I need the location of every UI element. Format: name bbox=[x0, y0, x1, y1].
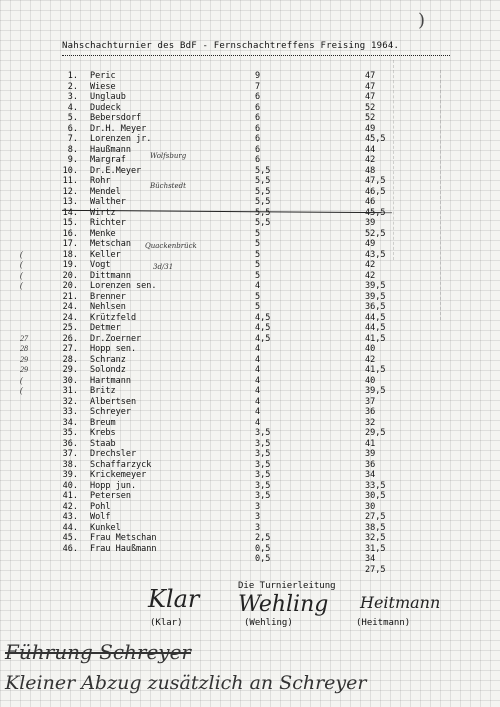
player-name: Detmer bbox=[90, 323, 121, 333]
rank-number: 20. bbox=[62, 281, 78, 291]
player-name: Breum bbox=[90, 417, 116, 428]
player-name: Richter bbox=[90, 218, 126, 228]
tiebreak-value: 39,5 bbox=[365, 281, 386, 291]
player-name: Lorenzen jr. bbox=[90, 134, 152, 144]
rank-number: 11. bbox=[62, 176, 78, 186]
points-value: 4,5 bbox=[255, 312, 271, 323]
rank-number: 41. bbox=[62, 491, 78, 501]
tiebreak-value: 30,5 bbox=[365, 491, 386, 501]
player-name: Schranz bbox=[90, 354, 126, 365]
tiebreak-value: 31,5 bbox=[365, 543, 386, 554]
points-value: 3,5 bbox=[255, 449, 271, 459]
player-name: Dudeck bbox=[90, 102, 121, 113]
player-name: Wiese bbox=[90, 81, 116, 92]
player-name: Dittmann bbox=[90, 270, 131, 281]
points-value: 5 bbox=[255, 260, 261, 270]
signature-name-wehling: (Wehling) bbox=[244, 618, 293, 628]
rank-number: 37. bbox=[62, 449, 78, 459]
tournament-board-heading: Die Turnierleitung bbox=[238, 581, 336, 591]
tiebreak-value: 47 bbox=[365, 81, 376, 92]
rank-number: 24. bbox=[62, 312, 78, 323]
rank-number: 24. bbox=[62, 302, 78, 312]
rank-number: 4. bbox=[67, 102, 78, 113]
points-value: 0,5 bbox=[255, 543, 271, 554]
player-name: Solondz bbox=[90, 365, 126, 375]
player-name: Staab bbox=[90, 438, 116, 449]
player-name: Schaffarzyck bbox=[90, 459, 152, 470]
tiebreak-value: 52 bbox=[365, 113, 376, 123]
player-name: Brenner bbox=[90, 291, 126, 302]
points-value: 5,5 bbox=[255, 218, 271, 228]
rank-number: 40. bbox=[62, 480, 78, 491]
points-value: 5,5 bbox=[255, 176, 271, 186]
rank-number: 29. bbox=[62, 365, 78, 375]
player-name: Walther bbox=[90, 197, 126, 207]
annotation-dittmann: 3d/31 bbox=[153, 263, 174, 271]
tiebreak-value: 32,5 bbox=[365, 533, 386, 543]
tiebreak-value: 37 bbox=[365, 396, 376, 407]
player-name: Bebersdorf bbox=[90, 113, 142, 123]
faint-pencil-line bbox=[393, 60, 394, 260]
tiebreak-value: 27,5 bbox=[365, 512, 386, 522]
rank-number: 14. bbox=[62, 207, 78, 218]
rank-number: 27. bbox=[62, 344, 78, 354]
row-marginal-note: ( bbox=[20, 281, 23, 290]
tiebreak-value: 49 bbox=[365, 239, 376, 249]
row-marginal-note: 29 bbox=[20, 354, 28, 364]
rank-number: 46. bbox=[62, 543, 78, 554]
tiebreak-value: 41 bbox=[365, 438, 376, 449]
points-value: 6 bbox=[255, 123, 261, 134]
rank-number: 36. bbox=[62, 438, 78, 449]
rank-number: 8. bbox=[67, 144, 78, 155]
tiebreak-value: 49 bbox=[365, 123, 376, 134]
player-name: Krützfeld bbox=[90, 312, 137, 323]
points-value: 3,5 bbox=[255, 470, 271, 480]
rank-number: 26. bbox=[62, 333, 78, 344]
tiebreak-value: 47 bbox=[365, 92, 376, 102]
tiebreak-value: 39,5 bbox=[365, 386, 386, 396]
tiebreak-value: 42 bbox=[365, 270, 376, 281]
tiebreak-value: 42 bbox=[365, 260, 376, 270]
tiebreak-value: 46,5 bbox=[365, 186, 386, 197]
points-value: 6 bbox=[255, 92, 261, 102]
rank-number: 38. bbox=[62, 459, 78, 470]
row-marginal-note: 28 bbox=[20, 344, 28, 353]
points-value: 6 bbox=[255, 155, 261, 165]
rank-number: 39. bbox=[62, 470, 78, 480]
signature-heitmann: Heitmann bbox=[360, 593, 441, 612]
rank-number: 17. bbox=[62, 239, 78, 249]
rank-number: 21. bbox=[62, 291, 78, 302]
rank-number: 42. bbox=[62, 501, 78, 512]
tiebreak-value: 52 bbox=[365, 102, 376, 113]
player-name: Frau Metschan bbox=[90, 533, 157, 543]
tiebreak-value: 29,5 bbox=[365, 428, 386, 438]
tiebreak-value: 36 bbox=[365, 459, 376, 470]
player-name: Drechsler bbox=[90, 449, 137, 459]
points-value: 6 bbox=[255, 134, 261, 144]
points-value: 5,5 bbox=[255, 186, 271, 197]
player-name: Hartmann bbox=[90, 375, 131, 386]
player-name: Wirtz bbox=[90, 207, 116, 218]
tiebreak-value: 41,5 bbox=[365, 333, 386, 344]
points-value: 4 bbox=[255, 354, 261, 365]
handwritten-note-1: Führung Schreyer bbox=[5, 640, 191, 664]
rank-number: 2. bbox=[67, 81, 78, 92]
row-marginal-note: ( bbox=[20, 270, 23, 280]
points-value: 4 bbox=[255, 365, 261, 375]
rank-number: 10. bbox=[62, 165, 78, 176]
row-marginal-note: ( bbox=[20, 249, 23, 259]
signature-name-heitmann: (Heitmann) bbox=[356, 618, 411, 628]
tiebreak-value: 39 bbox=[365, 218, 376, 228]
tiebreak-value: 32 bbox=[365, 417, 376, 428]
points-value: 5,5 bbox=[255, 165, 271, 176]
row-marginal-note: ( bbox=[20, 386, 23, 395]
tiebreak-value: 39,5 bbox=[365, 291, 386, 302]
tiebreak-value: 42 bbox=[365, 155, 376, 165]
tiebreak-value: 48 bbox=[365, 165, 376, 176]
points-value: 3 bbox=[255, 512, 261, 522]
points-value: 4 bbox=[255, 386, 261, 396]
points-value: 3,5 bbox=[255, 459, 271, 470]
rank-number: 43. bbox=[62, 512, 78, 522]
rank-number: 20. bbox=[62, 270, 78, 281]
rank-number: 28. bbox=[62, 354, 78, 365]
tiebreak-value: 46 bbox=[365, 197, 376, 207]
points-value: 5 bbox=[255, 239, 261, 249]
points-value: 4 bbox=[255, 396, 261, 407]
player-name: Rohr bbox=[90, 176, 111, 186]
player-name: Peric bbox=[90, 71, 116, 81]
tiebreak-value: 40 bbox=[365, 344, 376, 354]
points-value: 4 bbox=[255, 407, 261, 417]
player-name: Haußmann bbox=[90, 144, 131, 155]
rank-number: 18. bbox=[62, 249, 78, 260]
points-value: 6 bbox=[255, 113, 261, 123]
rank-number: 30. bbox=[62, 375, 78, 386]
points-value: 3,5 bbox=[255, 438, 271, 449]
player-name: Kunkel bbox=[90, 522, 121, 533]
points-value: 4 bbox=[255, 344, 261, 354]
player-name: Schreyer bbox=[90, 407, 131, 417]
rank-number: 25. bbox=[62, 323, 78, 333]
tiebreak-value: 52,5 bbox=[365, 228, 386, 239]
page-mark: ) bbox=[418, 10, 426, 31]
tiebreak-value: 47,5 bbox=[365, 176, 386, 186]
row-marginal-note: 29 bbox=[20, 365, 28, 374]
tiebreak-value: 36,5 bbox=[365, 302, 386, 312]
rank-number: 44. bbox=[62, 522, 78, 533]
tiebreak-value: 44 bbox=[365, 144, 376, 155]
points-value: 4 bbox=[255, 417, 261, 428]
tiebreak-value: 43,5 bbox=[365, 249, 386, 260]
rank-number: 15. bbox=[62, 218, 78, 228]
document-title: Nahschachturnier des BdF - Fernschachtreffens Freising 1964. bbox=[62, 41, 400, 51]
tiebreak-value: 39 bbox=[365, 449, 376, 459]
points-value: 5 bbox=[255, 249, 261, 260]
points-value: 6 bbox=[255, 102, 261, 113]
points-value: 5,5 bbox=[255, 207, 271, 218]
points-value: 0,5 bbox=[255, 554, 271, 564]
player-name: Pohl bbox=[90, 501, 111, 512]
tiebreak-value: 36 bbox=[365, 407, 376, 417]
player-name: Hopp sen. bbox=[90, 344, 137, 354]
points-value: 4 bbox=[255, 281, 261, 291]
points-value: 3 bbox=[255, 522, 261, 533]
rank-number: 1. bbox=[67, 71, 78, 81]
tiebreak-value: 27,5 bbox=[365, 564, 386, 575]
points-value: 4,5 bbox=[255, 323, 271, 333]
player-name: Dr.Zoerner bbox=[90, 333, 142, 344]
rank-number: 3. bbox=[67, 92, 78, 102]
signature-wehling: Wehling bbox=[238, 592, 329, 617]
points-value: 6 bbox=[255, 144, 261, 155]
signature-klar: Klar bbox=[148, 585, 200, 613]
tiebreak-value: 45,5 bbox=[365, 134, 386, 144]
title-underline bbox=[62, 55, 450, 56]
player-name: Menke bbox=[90, 228, 116, 239]
player-name: Petersen bbox=[90, 491, 131, 501]
player-name: Metschan bbox=[90, 239, 131, 249]
rank-number: 9. bbox=[67, 155, 78, 165]
tiebreak-value: 34 bbox=[365, 554, 376, 564]
tiebreak-value: 34 bbox=[365, 470, 376, 480]
player-name: Dr.H. Meyer bbox=[90, 123, 147, 134]
rank-number: 16. bbox=[62, 228, 78, 239]
player-name: Vogt bbox=[90, 260, 111, 270]
rank-number: 19. bbox=[62, 260, 78, 270]
player-name: Britz bbox=[90, 386, 116, 396]
points-value: 3,5 bbox=[255, 491, 271, 501]
points-value: 5 bbox=[255, 228, 261, 239]
player-name: Hopp jun. bbox=[90, 480, 137, 491]
points-value: 5 bbox=[255, 302, 261, 312]
rank-number: 6. bbox=[67, 123, 78, 134]
player-name: Nehlsen bbox=[90, 302, 126, 312]
player-name: Keller bbox=[90, 249, 121, 260]
row-marginal-note: 27 bbox=[20, 333, 28, 343]
points-value: 2,5 bbox=[255, 533, 271, 543]
tiebreak-value: 42 bbox=[365, 354, 376, 365]
tiebreak-value: 41,5 bbox=[365, 365, 386, 375]
points-value: 4,5 bbox=[255, 333, 271, 344]
player-name: Krebs bbox=[90, 428, 116, 438]
points-value: 5,5 bbox=[255, 197, 271, 207]
tiebreak-value: 47 bbox=[365, 71, 376, 81]
tiebreak-value: 44,5 bbox=[365, 312, 386, 323]
rank-number: 45. bbox=[62, 533, 78, 543]
rank-number: 32. bbox=[62, 396, 78, 407]
points-value: 3,5 bbox=[255, 428, 271, 438]
rank-number: 12. bbox=[62, 186, 78, 197]
player-name: Frau Haußmann bbox=[90, 543, 157, 554]
tiebreak-value: 40 bbox=[365, 375, 376, 386]
rank-number: 35. bbox=[62, 428, 78, 438]
player-name: Unglaub bbox=[90, 92, 126, 102]
points-value: 9 bbox=[255, 71, 261, 81]
annotation-margraf: Wolfsburg bbox=[150, 152, 187, 160]
tiebreak-value: 44,5 bbox=[365, 323, 386, 333]
player-name: Wolf bbox=[90, 512, 111, 522]
rank-number: 34. bbox=[62, 417, 78, 428]
annotation-keller: Quackenbrück bbox=[145, 242, 197, 250]
points-value: 3,5 bbox=[255, 480, 271, 491]
points-value: 4 bbox=[255, 375, 261, 386]
rank-number: 5. bbox=[67, 113, 78, 123]
tiebreak-value: 45,5 bbox=[365, 207, 386, 218]
row-marginal-note: ( bbox=[20, 260, 23, 269]
player-name: Krickemeyer bbox=[90, 470, 147, 480]
rank-number: 33. bbox=[62, 407, 78, 417]
tiebreak-value: 33,5 bbox=[365, 480, 386, 491]
handwritten-note-2: Kleiner Abzug zusätzlich an Schreyer bbox=[5, 672, 367, 694]
tiebreak-value: 38,5 bbox=[365, 522, 386, 533]
rank-number: 7. bbox=[67, 134, 78, 144]
player-name: Dr.E.Meyer bbox=[90, 165, 142, 176]
points-value: 7 bbox=[255, 81, 261, 92]
player-name: Albertsen bbox=[90, 396, 137, 407]
signature-name-klar: (Klar) bbox=[150, 618, 183, 628]
player-name: Margraf bbox=[90, 155, 126, 165]
player-name: Lorenzen sen. bbox=[90, 281, 157, 291]
points-value: 3 bbox=[255, 501, 261, 512]
row-marginal-note: ( bbox=[20, 375, 23, 385]
faint-pencil-line bbox=[440, 70, 441, 320]
player-name: Mendel bbox=[90, 186, 121, 197]
points-value: 5 bbox=[255, 291, 261, 302]
annotation-mendel: Büchstedt bbox=[150, 182, 186, 190]
rank-number: 13. bbox=[62, 197, 78, 207]
points-value: 5 bbox=[255, 270, 261, 281]
rank-number: 31. bbox=[62, 386, 78, 396]
tiebreak-value: 30 bbox=[365, 501, 376, 512]
